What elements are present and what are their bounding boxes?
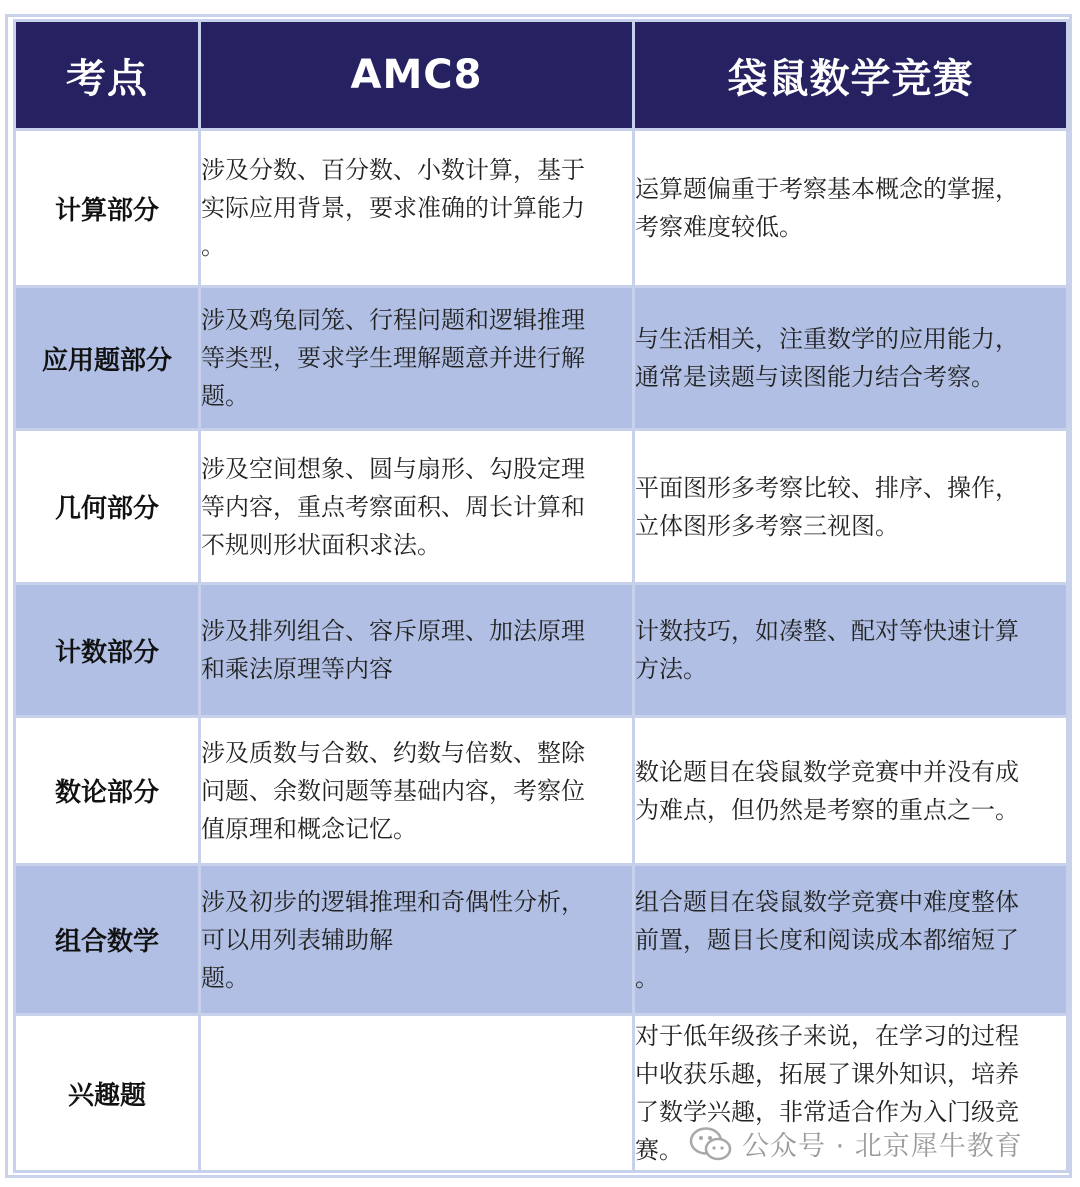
table-row-counting [15, 584, 1068, 717]
table-row-geometry [15, 430, 1068, 584]
amc-cell [200, 1015, 634, 1172]
topic-cell: 组合数学 [15, 865, 200, 1015]
header-row [15, 21, 1068, 130]
comparison-table [13, 19, 1069, 1173]
table-row-calculation [15, 130, 1068, 287]
watermark-text: 公众号 · 北京犀牛教育 [742, 1131, 1023, 1162]
kangaroo-cell: 数论题目在袋鼠数学竞赛中并没有成 为难点，但仍然是考察的重点之一。 [634, 717, 1068, 865]
amc-cell: 涉及鸡兔同笼、行程问题和逻辑推理 等类型，要求学生理解题意并进行解 题。 [200, 287, 634, 430]
kangaroo-cell: 组合题目在袋鼠数学竞赛中难度整体 前置，题目长度和阅读成本都缩短了 。 [634, 865, 1068, 1015]
amc-cell: 涉及排列组合、容斥原理、加法原理 和乘法原理等内容 [200, 584, 634, 717]
header-kangaroo: 袋鼠数学竞赛 [634, 21, 1068, 130]
amc-cell: 涉及初步的逻辑推理和奇偶性分析， 可以用列表辅助解 题。 [200, 865, 634, 1015]
table-row-word-problems [15, 287, 1068, 430]
topic-cell: 应用题部分 [15, 287, 200, 430]
kangaroo-cell: 平面图形多考察比较、排序、操作， 立体图形多考察三视图。 [634, 430, 1068, 584]
kangaroo-cell: 与生活相关，注重数学的应用能力， 通常是读题与读图能力结合考察。 [634, 287, 1068, 430]
header-topic: 考点 [15, 21, 200, 130]
header-amc8: AMC8 [200, 21, 634, 130]
amc-cell: 涉及分数、百分数、小数计算，基于 实际应用背景，要求准确的计算能力 。 [200, 130, 634, 287]
amc-cell: 涉及空间想象、圆与扇形、勾股定理 等内容，重点考察面积、周长计算和 不规则形状面积求法。 [200, 430, 634, 584]
topic-cell: 计算部分 [15, 130, 200, 287]
topic-cell: 几何部分 [15, 430, 200, 584]
kangaroo-cell: 运算题偏重于考察基本概念的掌握， 考察难度较低。 [634, 130, 1068, 287]
amc-cell: 涉及质数与合数、约数与倍数、整除 问题、余数问题等基础内容，考察位 值原理和概念记忆。 [200, 717, 634, 865]
kangaroo-cell: 对于低年级孩子来说，在学习的过程 中收获乐趣，拓展了课外知识，培养 了数学兴趣，非常适合作为入门级竞 赛。 [634, 1015, 1068, 1172]
table-row-combinatorics [15, 865, 1068, 1015]
topic-cell: 计数部分 [15, 584, 200, 717]
topic-cell: 数论部分 [15, 717, 200, 865]
table-row-fun-problems [15, 1015, 1068, 1172]
kangaroo-cell: 计数技巧，如凑整、配对等快速计算 方法。 [634, 584, 1068, 717]
topic-cell: 兴趣题 [15, 1015, 200, 1172]
table-row-number-theory [15, 717, 1068, 865]
